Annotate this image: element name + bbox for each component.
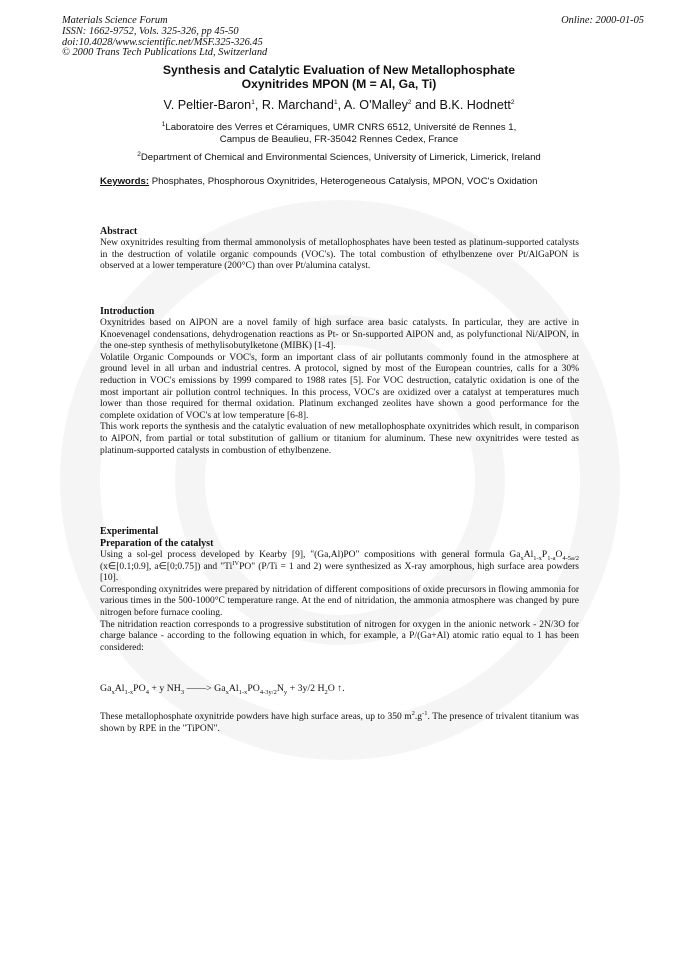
closing-paragraph (100, 709, 579, 735)
doi-line: doi:10.4028/www.scientific.net/MSF.325-326.45 (62, 36, 263, 48)
affiliation-mark: 2 (137, 150, 141, 158)
copyright-line: © 2000 Trans Tech Publications Ltd, Switzerland (62, 47, 268, 59)
author-name: V. Peltier-Baron (163, 98, 252, 112)
nitridation-equation: $Ga_xAl_{1-x}PO_4 + y$ $NH_3$ ——> $Ga_xAl_{1-x}PO_{4-3y/2}N_y + 3y/2$ $H_2O$ ↑. (100, 683, 345, 696)
keywords-text: Phosphates, Phosphorous Oxynitrides, Heterogeneous Catalysis, MPON, VOC's Oxidation (151, 176, 538, 187)
paragraph: Volatile Organic Compounds or VOC's, form an important class of air pollutants commonly found in the atmosphere at ground level in all urban and industrial centres. A protocol, signed by most of the European countries, calls for a 30% reduction in VOC's emissions by 1999 compared to 1988 rates [5]. For VOC destruction, catalytic oxidation is one of the most important air pollution control techniques. In this process, VOC's are oxidized over a catalyst at temperatures much lower than those required for thermal oxidation. Platinum exchanged zeolites have shown a good performance for the complete oxidation of VOC's at low temperature [6-8]. (100, 352, 579, 421)
journal-header (62, 16, 267, 59)
section-heading: Experimental (100, 526, 159, 537)
paragraph: The nitridation reaction corresponds to a progressive substitution of nitrogen for oxygen in the anionic network - 2N/3O for charge balance - according to the following equation in which, for example, a P/(Ga+Al) atomic ratio equal to 1 has been considered: (100, 619, 579, 653)
affiliation-2 (92, 152, 586, 164)
subsection-heading: Preparation of the catalyst (100, 538, 214, 549)
author-conjunction: and (415, 98, 437, 112)
affiliation-mark: 1 (161, 120, 166, 128)
author-affiliation-mark: 1 (333, 98, 338, 106)
section-heading: Abstract (100, 226, 138, 237)
title-line-2: Oxynitrides MPON (M = Al, Ga, Ti) (241, 77, 437, 91)
experimental-section (100, 526, 579, 654)
affiliation-1 (92, 122, 586, 146)
author-name: B.K. Hodnett (439, 98, 511, 112)
paragraph: Using a sol-gel process developed by Kearby [9], "(Ga,Al)PO" compositions with general formula $Ga_xAl_{1-x}P_{1-a}O_{4-5a/2}$ (x∈[0.1;0.9], a∈[0;0.75]) and "$Ti^{IV}PO$" (P/Ti = 1 and 2) were synthesized as X-ray amorphous, high surface area powders [10]. (100, 550, 579, 584)
publisher-watermark (40, 36, 640, 920)
author-list: V. Peltier-Baron$^1$, R. Marchand$^1$, A. O'Malley$^2$ and B.K. Hodnett$^2$ (163, 98, 515, 112)
keywords (100, 176, 578, 188)
affiliation-text: Laboratoire des Verres et Céramiques, UMR CNRS 6512, Université de Rennes 1, (165, 122, 517, 133)
abstract-text: New oxynitrides resulting from thermal ammonolysis of metallophosphates have been tested as platinum-supported catalysts in the destruction of volatile organic compounds (VOC's). The total combustion of ethylbenzene over Pt/AlGaPON is observed at a lower temperature (200°C) than over Pt/alumina catalyst. (100, 238, 579, 272)
affiliation-text: Campus de Beaulieu, FR-35042 Rennes Cedex, France (219, 134, 459, 145)
author-name: R. Marchand (261, 98, 334, 112)
author-affiliation-mark: 2 (510, 98, 515, 106)
journal-name: Materials Science Forum (62, 15, 168, 26)
paragraph: This work reports the synthesis and the catalytic evaluation of new metallophosphate oxynitrides which result, in comparison to AlPON, from partial or total substitution of gallium or titanium for aluminum. These new oxynitrides were tested as platinum-supported catalysts in combustion of ethylbenzene. (100, 422, 579, 456)
paragraph: Oxynitrides based on AlPON are a novel family of high surface area basic catalysts. In particular, they are active in Knoevenagel condensations, dehydrogenation reactions as Pt- or Sn-supported AlPON and, as polyfunctional Ni/AlPON, in the one-step synthesis of methylisobutylketone (MIBK) [1-4]. (100, 318, 579, 352)
author-affiliation-mark: 1 (251, 98, 255, 106)
issn-line: ISSN: 1662-9752, Vols. 325-326, pp 45-50 (62, 25, 239, 37)
author-affiliation-mark: 2 (407, 98, 412, 106)
paragraph: These metallophosphate oxynitride powders have high surface areas, up to 350 $m^2.g^{-1}$. The presence of trivalent titanium was shown by RPE in the "TiPON". (100, 709, 579, 734)
introduction-section (100, 306, 579, 457)
section-heading: Introduction (100, 306, 155, 317)
online-date: Online: 2000-01-05 (561, 15, 644, 26)
title-line-1: Synthesis and Catalytic Evaluation of New Metallophosphate (162, 63, 516, 77)
paragraph: Corresponding oxynitrides were prepared by nitridation of different compositions of oxide precursors in flowing ammonia for various times in the 500-1000°C temperature range. At the end of nitridation, the ammonia atmosphere was changed by pure nitrogen before furnace cooling. (100, 584, 579, 618)
abstract-section (100, 226, 579, 273)
paper-title (100, 63, 578, 91)
affiliation-text: Department of Chemical and Environmental Sciences, University of Limerick, Limerick, Ireland (140, 152, 541, 163)
keywords-label: Keywords: (100, 176, 150, 187)
author-name: A. O'Malley (343, 98, 408, 112)
